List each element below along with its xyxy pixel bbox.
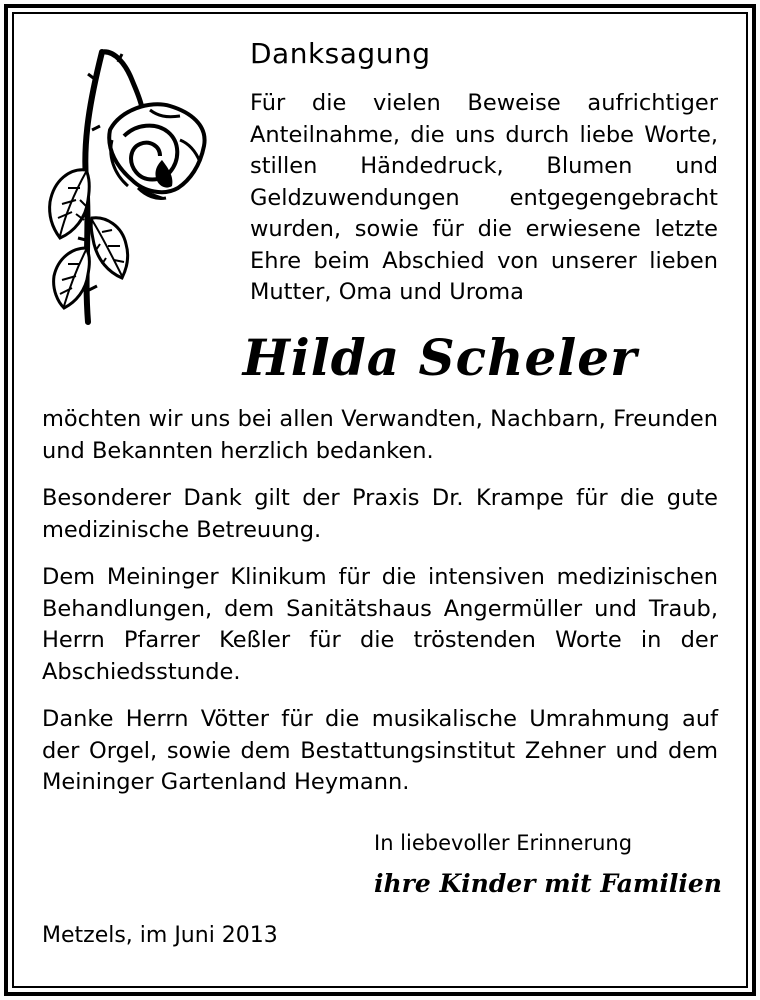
paragraph: Danke Herrn Vötter für die musikalische Umrahmung auf der Orgel, sowie dem Bestattungsinstitut Zehner und dem Meininger Gartenland Heymann. xyxy=(42,706,718,795)
paragraph: möchten wir uns bei allen Verwandten, Nachbarn, Freunden und Bekannten herzlich bedanken. xyxy=(42,406,718,464)
signature: ihre Kinder mit Familien xyxy=(374,869,722,898)
body-text xyxy=(42,404,718,815)
intro-text: Für die vielen Beweise aufrichtiger Anteilnahme, die uns durch liebe Worte, stillen Händedruck, Blumen und Geldzuwendungen entgegengebracht wurden, sowie für die erwiesene letzte Ehre beim Abschied von unserer lieben Mutter, Oma und Uroma xyxy=(250,90,718,305)
deceased-name: Hilda Scheler xyxy=(242,328,638,387)
paragraph: Dem Meininger Klinikum für die intensiven medizinischen Behandlungen, dem Sanitätshaus Angermüller und Traub, Herrn Pfarrer Keßler für die tröstenden Worte in der Abschiedsstunde. xyxy=(42,564,718,685)
paragraph: Besonderer Dank gilt der Praxis Dr. Krampe für die gute medizinische Betreuung. xyxy=(42,485,718,543)
closing-line: In liebevoller Erinnerung xyxy=(374,831,633,855)
rose-icon xyxy=(40,40,220,325)
place-date: Metzels, im Juni 2013 xyxy=(42,923,278,948)
heading: Danksagung xyxy=(250,37,431,70)
